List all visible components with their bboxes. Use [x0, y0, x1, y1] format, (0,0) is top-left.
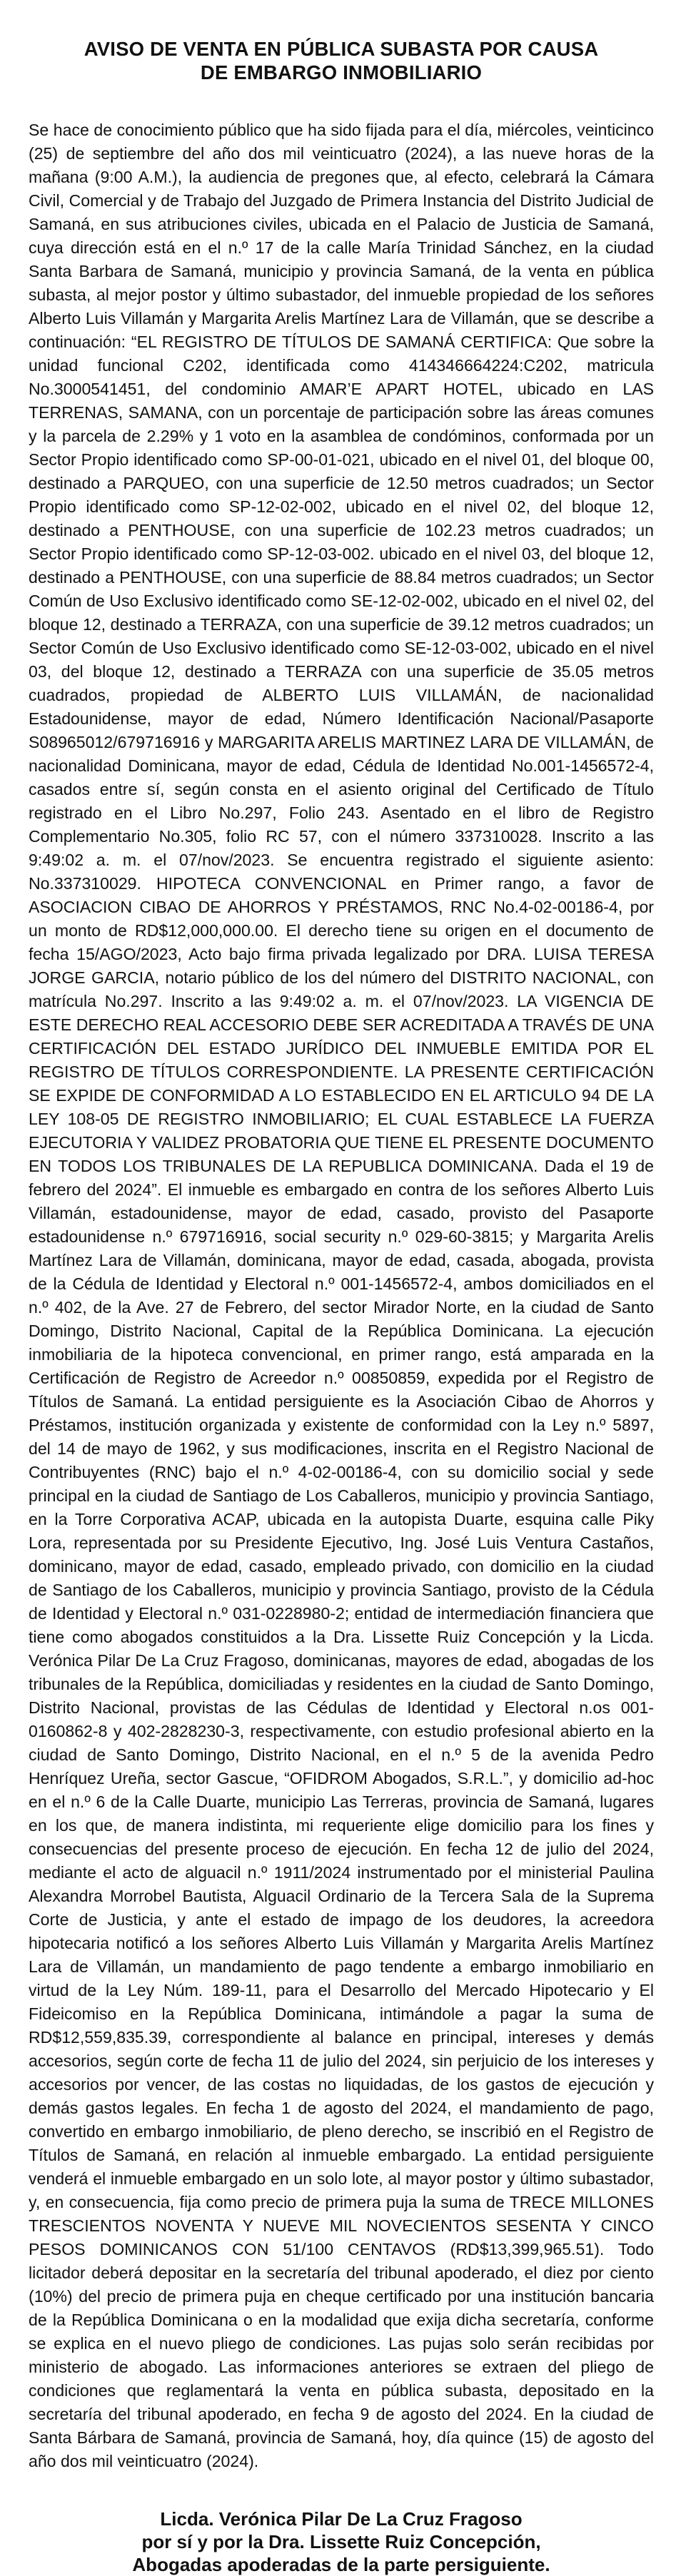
notice-title [29, 37, 654, 84]
signature-line-1: Licda. Verónica Pilar De La Cruz Fragoso [160, 2508, 523, 2530]
notice-body: Se hace de conocimiento público que ha sido fijada para el día, miércoles, veinticinco (25) de septiembre del año dos mil veinticuatro (2024), a las nueve horas de la mañana (9:00 A.M.), la audiencia de pregones que, al efecto, celebrará la Cámara Civil, Comercial y de Trabajo del Juzgado de Primera Instancia del Distrito Judicial de Samaná, en sus atribuciones civiles, ubicada en el Palacio de Justicia de Samaná, cuya dirección está en el n.º 17 de la calle María Trinidad Sánchez, en la ciudad Santa Barbara de Samaná, municipio y provincia Samaná, de la venta en pública subasta, al mejor postor y último subastador, del inmueble propiedad de los señores Alberto Luis Villamán y Margarita Arelis Martínez Lara de Villamán, que se describe a continuación: “EL REGISTRO DE TÍTULOS DE SAMANÁ CERTIFICA: Que sobre la unidad funcional C202, identificada como 414346664224:C202, matricula No.3000541451, del condominio AMAR’E APART HOTEL, ubicado en LAS TERRENAS, SAMANA, con un porcentaje de participación sobre las áreas comunes y la parcela de 2.29% y 1 voto en la asamblea de condóminos, conformada por un Sector Propio identificado como SP-00-01-021, ubicado en el nivel 01, del bloque 00, destinado a PARQUEO, con una superficie de 12.50 metros cuadrados; un Sector Propio identificado como SP-12-02-002, ubicado en el nivel 02, del bloque 12, destinado a PENTHOUSE, con una superficie de 102.23 metros cuadrados; un Sector Propio identificado como SP-12-03-002. ubicado en el nivel 03, del bloque 12, destinado a PENTHOUSE, con una superficie de 88.84 metros cuadrados; un Sector Común de Uso Exclusivo identificado como SE-12-02-002, ubicado en el nivel 02, del bloque 12, destinado a TERRAZA, con una superficie de 39.12 metros cuadrados; un Sector Común de Uso Exclusivo identificado como SE-12-03-002, ubicado en el nivel 03, del bloque 12, destinado a TERRAZA con una superficie de 35.05 metros cuadrados, propiedad de ALBERTO LUIS VILLAMÁN, de nacionalidad Estadounidense, mayor de edad, Número Identificación Nacional/Pasaporte S08965012/679716916 y MARGARITA ARELIS MARTINEZ LARA DE VILLAMÁN, de nacionalidad Dominicana, mayor de edad, Cédula de Identidad No.001-1456572-4, casados entre sí, según consta en el asiento original del Certificado de Título registrado en el Libro No.297, Folio 243. Asentado en el libro de Registro Complementario No.305, folio RC 57, con el número 337310028. Inscrito a las 9:49:02 a. m. el 07/nov/2023. Se encuentra registrado el siguiente asiento: No.337310029. HIPOTECA CONVENCIONAL en Primer rango, a favor de ASOCIACION CIBAO DE AHORROS Y PRÉSTAMOS, RNC No.4-02-00186-4, por un monto de RD$12,000,000.00. El derecho tiene su origen en el documento de fecha 15/AGO/2023, Acto bajo firma privada legalizado por DRA. LUISA TERESA JORGE GARCIA, notario público de los del número del DISTRITO NACIONAL, con matrícula No.297. Inscrito a las 9:49:02 a. m. el 07/nov/2023. LA VIGENCIA DE ESTE DERECHO REAL ACCESORIO DEBE SER ACREDITADA A TRAVÉS DE UNA CERTIFICACIÓN DEL ESTADO JURÍDICO DEL INMUEBLE EMITIDA POR EL REGISTRO DE TÍTULOS CORRESPONDIENTE. LA PRESENTE CERTIFICACIÓN SE EXPIDE DE CONFORMIDAD A LO ESTABLECIDO EN EL ARTICULO 94 DE LA LEY 108-05 DE REGISTRO INMOBILIARIO; EL CUAL ESTABLECE LA FUERZA EJECUTORIA Y VALIDEZ PROBATORIA QUE TIENE EL PRESENTE DOCUMENTO EN TODOS LOS TRIBUNALES DE LA REPUBLICA DOMINICANA. Dada el 19 de febrero del 2024”. El inmueble es embargado en contra de los señores Alberto Luis Villamán, estadounidense, mayor de edad, casado, provisto del Pasaporte estadounidense n.º 679716916, social security n.º 029-60-3815; y Margarita Arelis Martínez Lara de Villamán, dominicana, mayor de edad, casada, abogada, provista de la Cédula de Identidad y Electoral n.º 001-1456572-4, ambos domiciliados en el n.º 402, de la Ave. 27 de Febrero, del sector Mirador Norte, en la ciudad de Santo Domingo, Distrito Nacional, Capital de la República Dominicana. La ejecución inmobiliaria de la hipoteca convencional, en primer rango, está amparada en la Certificación de Registro de Acreedor n.º 00850859, expedida por el Registro de Títulos de Samaná. La entidad persiguiente es la Asociación Cibao de Ahorros y Préstamos, institución organizada y existente de conformidad con la Ley n.º 5897, del 14 de mayo de 1962, y sus modificaciones, inscrita en el Registro Nacional de Contribuyentes (RNC) bajo el n.º 4-02-00186-4, con su domicilio social y sede principal en la ciudad de Santiago de Los Caballeros, municipio y provincia Santiago, en la Torre Corporativa ACAP, ubicada en la autopista Duarte, esquina calle Piky Lora, representada por su Presidente Ejecutivo, Ing. José Luis Ventura Castaños, dominicano, mayor de edad, casado, empleado privado, con domicilio en la ciudad de Santiago de los Caballeros, municipio y provincia Santiago, provisto de la Cédula de Identidad y Electoral n.º 031-0228980-2; entidad de intermediación financiera que tiene como abogados constituidos a la Dra. Lissette Ruiz Concepción y la Licda. Verónica Pilar De La Cruz Fragoso, dominicanas, mayores de edad, abogadas de los tribunales de la República, domiciliadas y residentes en la ciudad de Santo Domingo, Distrito Nacional, provistas de las Cédulas de Identidad y Electoral n.os 001-0160862-8 y 402-2828230-3, respectivamente, con estudio profesional abierto en la ciudad de Santo Domingo, Distrito Nacional, en el n.º 5 de la avenida Pedro Henríquez Ureña, sector Gascue, “OFIDROM Abogados, S.R.L.”, y domicilio ad-hoc en el n.º 6 de la Calle Duarte, municipio Las Terreras, provincia de Samaná, lugares en los que, de manera indistinta, mi requeriente elige domicilio para los fines y consecuencias del presente proceso de ejecución. En fecha 12 de julio del 2024, mediante el acto de alguacil n.º 1911/2024 instrumentado por el ministerial Paulina Alexandra Morrobel Bautista, Alguacil Ordinario de la Tercera Sala de la Suprema Corte de Justicia, y ante el estado de impago de los deudores, la acreedora hipotecaria notificó a los señores Alberto Luis Villamán y Margarita Arelis Martínez Lara de Villamán, un mandamiento de pago tendente a embargo inmobiliario en virtud de la Ley Núm. 189-11, para el Desarrollo del Mercado Hipotecario y El Fideicomiso en la República Dominicana, intimándole a pagar la suma de RD$12,559,835.39, correspondiente al balance en principal, intereses y demás accesorios, según corte de fecha 11 de julio del 2024, sin perjuicio de los intereses y accesorios por vencer, de las costas no liquidadas, de los gastos de ejecución y demás gastos legales. En fecha 1 de agosto del 2024, el mandamiento de pago, convertido en embargo inmobiliario, de pleno derecho, se inscribió en el Registro de Títulos de Samaná, en relación al inmueble embargado. La entidad persiguiente venderá el inmueble embargado en un solo lote, al mayor postor y último subastador, y, en consecuencia, fija como precio de primera puja la suma de TRECE MILLONES TRESCIENTOS NOVENTA Y NUEVE MIL NOVECIENTOS SESENTA Y CINCO PESOS DOMINICANOS CON 51/100 CENTAVOS (RD$13,399,965.51). Todo licitador deberá depositar en la secretaría del tribunal apoderado, el diez por ciento (10%) del precio de primera puja en cheque certificado por una institución bancaria de la República Dominicana o en la modalidad que exija dicha secretaría, conforme se explica en el nuevo pliego de condiciones. Las pujas solo serán recibidas por ministerio de abogado. Las informaciones anteriores se extraen del pliego de condiciones que reglamentará la venta en pública subasta, depositado en la secretaría del tribunal apoderado, en fecha 9 de agosto del 2024. En la ciudad de Santa Bárbara de Samaná, provincia de Samaná, hoy, día quince (15) de agosto del año dos mil veinticuatro (2024). [29, 121, 654, 2470]
signature-line-3: Abogadas apoderadas de la parte persiguiente. [132, 2554, 550, 2575]
notice-title-line-1: AVISO DE VENTA EN PÚBLICA SUBASTA POR CAUSA [84, 38, 599, 60]
notice-title-line-2: DE EMBARGO INMOBILIARIO [200, 61, 483, 83]
signature-line-2: por sí y por la Dra. Lissette Ruiz Concepción, [141, 2531, 541, 2552]
signature-block [29, 2507, 654, 2576]
